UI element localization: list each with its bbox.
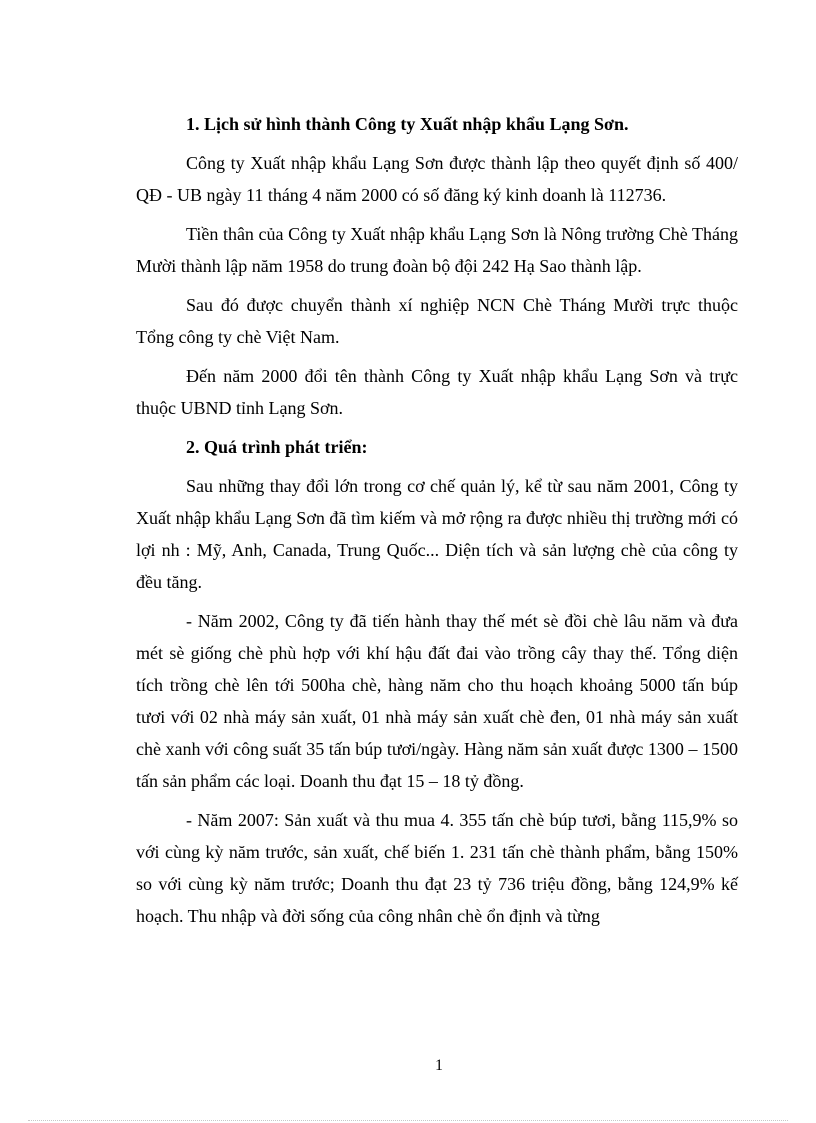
page-number: 1	[435, 1057, 443, 1074]
section-heading-development: 2. Quá trình phát triển:	[186, 437, 368, 457]
paragraph-predecessor: Tiền thân của Công ty Xuất nhập khẩu Lạng Sơn là Nông trường Chè Tháng Mười thành lập năm 1958 do trung đoàn bộ đội 242 Hạ Sao thành lập.	[136, 224, 738, 276]
footer-divider	[28, 1120, 788, 1121]
paragraph-founding: Công ty Xuất nhập khẩu Lạng Sơn được thành lập theo quyết định số 400/ QĐ - UB ngày 11 tháng 4 năm 2000 có số đăng ký kinh doanh là 112736.	[136, 153, 738, 205]
paragraph-renaming: Đến năm 2000 đổi tên thành Công ty Xuất nhập khẩu Lạng Sơn và trực thuộc UBND tỉnh Lạng Sơn.	[136, 366, 738, 418]
paragraph-conversion: Sau đó được chuyển thành xí nghiệp NCN Chè Tháng Mười trực thuộc Tổng công ty chè Việt Nam.	[136, 295, 738, 347]
section-heading-history: 1. Lịch sử hình thành Công ty Xuất nhập khẩu Lạng Sơn.	[186, 114, 629, 134]
paragraph-year-2007: - Năm 2007: Sản xuất và thu mua 4. 355 tấn chè búp tươi, bằng 115,9% so với cùng kỳ năm trước, sản xuất, chế biến 1. 231 tấn chè thành phẩm, bằng 150% so với cùng kỳ năm trước; Doanh thu đạt 23 tỷ 736 triệu đồng, bằng 124,9% kế hoạch. Thu nhập và đời sống của công nhân chè ổn định và từng	[136, 810, 738, 926]
paragraph-market-expansion: Sau những thay đổi lớn trong cơ chế quản lý, kể từ sau năm 2001, Công ty Xuất nhập khẩu Lạng Sơn đã tìm kiếm và mở rộng ra được nhiều thị trường mới có lợi nh : Mỹ, Anh, Canada, Trung Quốc... Diện tích và sản lượng chè của công ty đều tăng.	[136, 476, 738, 592]
paragraph-year-2002: - Năm 2002, Công ty đã tiến hành thay thế mét sè đồi chè lâu năm và đưa mét sè giống chè phù hợp với khí hậu đất đai vào trồng cây thay thế. Tổng diện tích trồng chè lên tới 500ha chè, hàng năm cho thu hoạch khoảng 5000 tấn búp tươi với 02 nhà máy sản xuất, 01 nhà máy sản xuất chè đen, 01 nhà máy sản xuất chè xanh với công suất 35 tấn búp tươi/ngày. Hàng năm sản xuất được 1300 – 1500 tấn sản phẩm các loại. Doanh thu đạt 15 – 18 tỷ đồng.	[136, 611, 738, 791]
